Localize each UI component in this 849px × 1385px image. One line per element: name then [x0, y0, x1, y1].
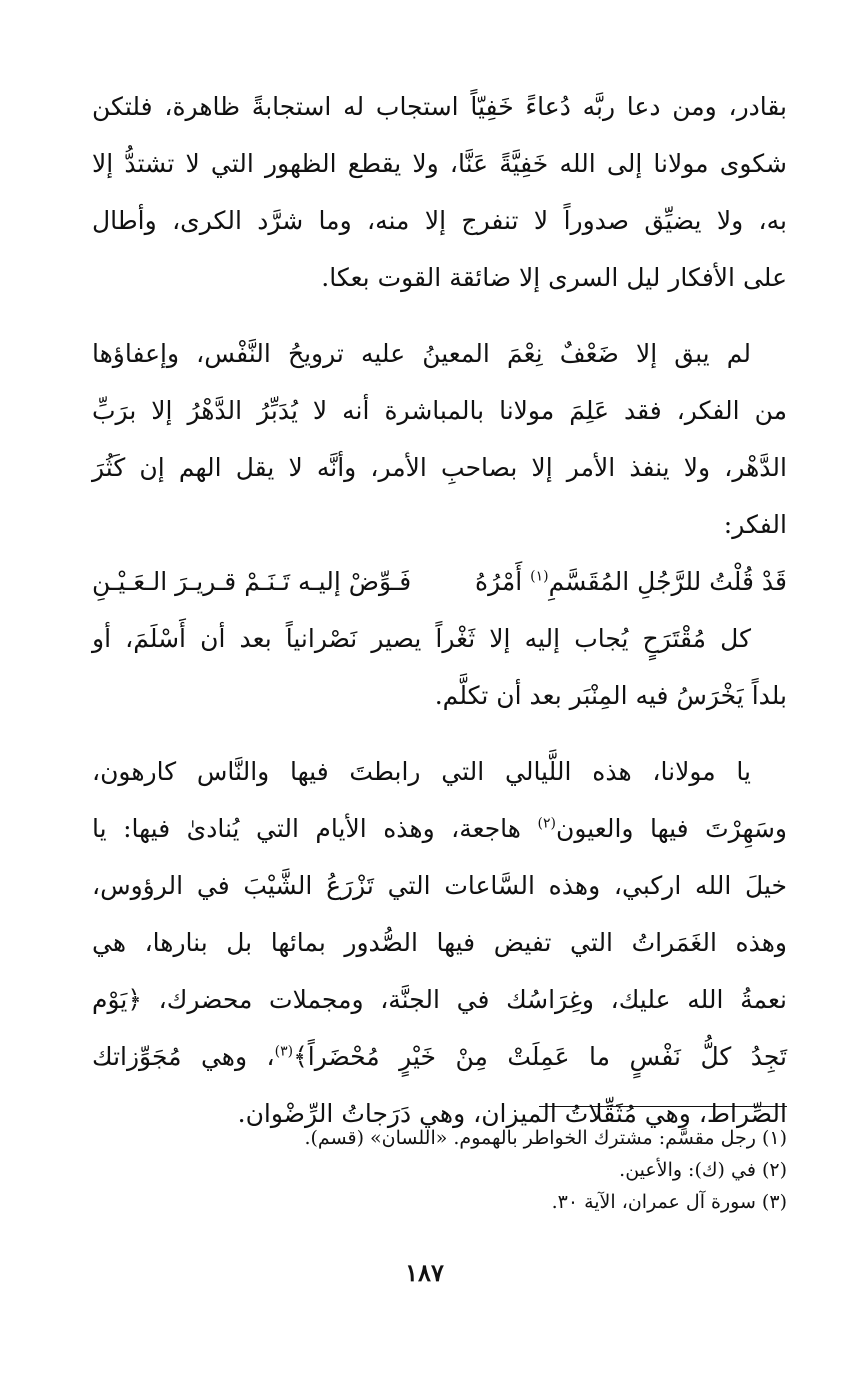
paragraph-1-line-2: شكوى مولانا إلى الله خَفِيَّةً عَنَّا، ولا يقطع الظهور التي لا تشتدُّ إلا — [92, 149, 787, 178]
paragraph-2 — [92, 325, 787, 553]
poetry-verse — [92, 553, 787, 610]
verse-first-hemistich: قَدْ قُلْتُ للرَّجُلِ المُقَسَّمِ$^{(١)}$ أَمْرُهُ — [474, 567, 787, 596]
paragraph-1 — [92, 78, 787, 306]
footnote-2: (٢) في (ك): والأعين. — [619, 1159, 787, 1181]
paragraph-4-line-2: وسَهِرْتَ فيها والعيون$^{(٢)}$ هاجعة، وهذه الأيام التي يُنادىٰ فيها: يا — [92, 814, 787, 843]
paragraph-1-line-3: به، ولا يضيِّق صدوراً لا تنفرج إلا منه، وما شرَّد الكرى، وأطال — [92, 206, 787, 235]
footnote-3: (٣) سورة آل عمران، الآية ٣٠. — [551, 1191, 787, 1213]
footnote-mark-2: (٢) — [537, 815, 556, 832]
paragraph-4 — [92, 743, 787, 1142]
paragraph-4-line-1: يا مولانا، هذه اللَّيالي التي رابطتَ فيها والنَّاس كارهون، — [92, 757, 751, 786]
paragraph-2-line-4: الفكر: — [723, 510, 787, 539]
footnote-separator — [539, 1106, 787, 1107]
verse-second-hemistich: فَـوِّضْ إليـه تَـنَـمْ قـريـرَ الـعَـيْـنِ — [92, 567, 412, 596]
paragraph-2-line-3: الدَّهْر، ولا ينفذ الأمر إلا بصاحبِ الأمر، وأنَّه لا يقل الهم إن كَثُرَ — [92, 453, 787, 482]
paragraph-4-line-4: وهذه الغَمَراتُ التي تفيض فيها الصُّدور بمائها بل بنارها، هي — [92, 928, 787, 957]
paragraph-2-line-2: من الفكر، فقد عَلِمَ مولانا بالمباشرة أنه لا يُدَبِّرُ الدَّهْرُ إلا برَبِّ — [92, 396, 787, 425]
main-text — [92, 78, 787, 1142]
paragraph-4-line-7: الصِّراط، وهي مُثَقِّلاتُ الميزان، وهي دَرَجاتُ الرِّضْوان. — [237, 1099, 787, 1128]
footnotes — [92, 1122, 787, 1218]
paragraph-4-line-6: تَجِدُ كلُّ نَفْسٍ ما عَمِلَتْ مِنْ خَيْرٍ مُحْضَراً﴾$^{(٣)}$، وهي مُجَوِّزاتك — [92, 1042, 788, 1071]
paragraph-1-line-1: بقادر، ومن دعا ربَّه دُعاءً خَفِيّاً استجاب له استجابةً ظاهرة، فلتكن — [92, 92, 787, 121]
paragraph-1-line-4: على الأفكار ليل السرى إلا ضائقة القوت بعكا. — [321, 263, 787, 292]
paragraph-4-line-3: خيلَ الله اركبي، وهذه السَّاعات التي تَزْرَعُ الشَّيْبَ في الرؤوس، — [92, 871, 787, 900]
footnote-mark-3: (٣) — [274, 1043, 294, 1060]
paragraph-3-line-1: كل مُقْتَرَحٍ يُجاب إليه إلا ثَغْراً يصير نَصْرانياً بعد أن أَسْلَمَ، أو — [92, 624, 751, 653]
footnote-1: (١) رجل مقسَّم: مشترك الخواطر بالهموم. «اللسان» (قسم). — [304, 1127, 787, 1149]
footnote-mark-1: (١) — [530, 568, 549, 585]
paragraph-3-line-2: بلداً يَخْرَسُ فيه المِنْبَر بعد أن تكلَّم. — [434, 681, 787, 710]
paragraph-2-line-1: لم يبق إلا ضَعْفٌ نِعْمَ المعينُ عليه ترويحُ النَّفْس، وإعفاؤها — [92, 339, 751, 368]
page-number: ١٨٧ — [405, 1258, 444, 1287]
paragraph-3 — [92, 610, 787, 724]
paragraph-4-line-5: نعمةُ الله عليك، وغِرَاسُك في الجنَّة، ومجملات محضرك، ﴿يَوْم — [92, 985, 787, 1014]
